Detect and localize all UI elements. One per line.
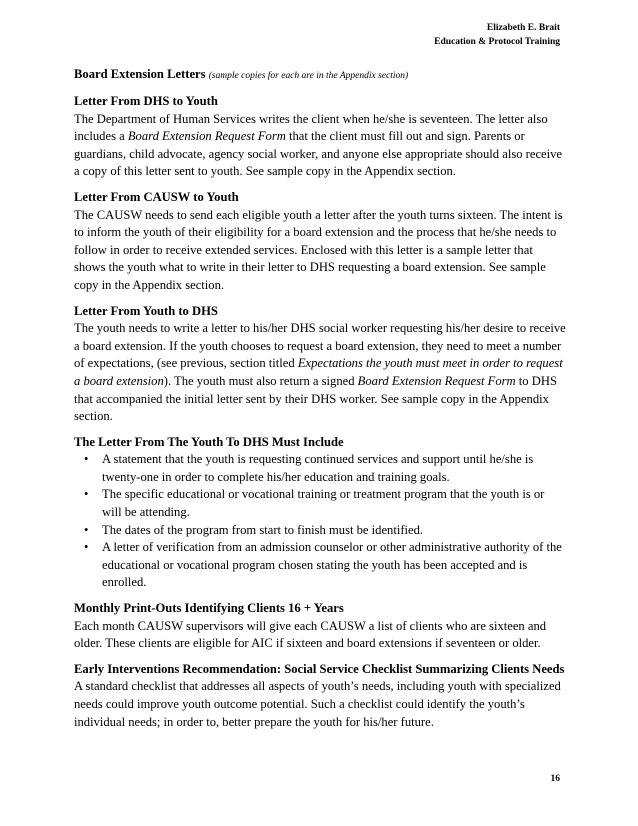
section-heading: Letter From DHS to Youth xyxy=(74,94,218,108)
section-body: Each month CAUSW supervisors will give each CAUSW a list of clients who are sixteen and older. These clients are eligible for AIC if sixteen and board extensions if seventeen or older. xyxy=(74,618,547,651)
section-heading: The Letter From The Youth To DHS Must Include xyxy=(74,434,344,449)
page-header xyxy=(434,21,560,49)
list-item-text: A letter of verification from an admission counselor or other administrative authority of the educational or vocational program chosen stating the youth has been accepted and is enrolled. xyxy=(102,540,562,590)
bullet-icon: • xyxy=(84,540,89,555)
section-dhs-to-youth xyxy=(74,93,566,181)
body-text: to DHS that accompanied the initial letter sent by their DHS worker. See sample copy in the Appendix section. xyxy=(74,373,557,424)
bullet-icon: • xyxy=(84,487,89,502)
section-body xyxy=(74,320,566,426)
body-emphasis: Board Extension Request Form xyxy=(127,129,286,144)
section-early-interventions xyxy=(74,661,566,731)
list-item xyxy=(74,522,566,540)
header-subtitle: Education & Protocol Training xyxy=(434,37,560,47)
body-emphasis: Expectations the youth must meet in order to request a board extension xyxy=(74,356,563,388)
section-heading: Early Interventions Recommendation: Social Service Checklist Summarizing Clients Needs xyxy=(74,661,565,676)
section-monthly-printouts xyxy=(74,600,566,653)
section-heading: Letter From CAUSW to Youth xyxy=(74,189,239,204)
body-text: The Department of Human Services writes the client when he/she is seventeen. The letter also includes a xyxy=(74,111,548,144)
page-number: 16 xyxy=(550,774,560,784)
list-item xyxy=(74,451,566,486)
header-author: Elizabeth E. Brait xyxy=(486,23,560,33)
document-title-note: (sample copies for each are in the Appendix section) xyxy=(208,71,409,81)
section-heading: Monthly Print-Outs Identifying Clients 16 + Years xyxy=(74,601,344,616)
bullet-icon: • xyxy=(84,452,89,467)
body-text: The youth needs to write a letter to his/her DHS social worker requesting his/her desire to receive a board extension. If the youth chooses to request a board extension, they need to meet a number of expectations, (see previous, section titled xyxy=(74,321,566,371)
bullet-list xyxy=(74,451,566,592)
document-title-line xyxy=(74,65,566,85)
section-body: A standard checklist that addresses all aspects of youth’s needs, including youth with specialized needs could improve youth outcome potential. Such a checklist could identify the youth’s individual needs; in order to, better prepare the youth for his/her future. xyxy=(74,679,561,729)
list-item xyxy=(74,539,566,592)
body-text: that the client must fill out and sign. Parents or guardians, child advocate, agency social worker, and anyone else appropriate should also receive a copy of this letter sent to youth. See sample copy in the Appendix section. xyxy=(74,129,563,179)
bullet-icon: • xyxy=(84,522,89,537)
body-text: ). The youth must also return a signed xyxy=(163,373,358,388)
section-letter-must-include xyxy=(74,434,566,592)
list-item-text: The dates of the program from start to finish must be identified. xyxy=(102,522,424,537)
section-body xyxy=(74,111,566,181)
list-item-text: A statement that the youth is requesting continued services and support until he/she is twenty-one in order to complete his/her education and training goals. xyxy=(102,452,534,484)
body-emphasis: Board Extension Request Form xyxy=(357,373,516,388)
document-content xyxy=(74,65,566,739)
section-heading: Letter From Youth to DHS xyxy=(74,303,218,318)
list-item xyxy=(74,486,566,521)
section-youth-to-dhs xyxy=(74,303,566,426)
section-causw-to-youth xyxy=(74,189,566,295)
section-body: The CAUSW needs to send each eligible youth a letter after the youth turns sixteen. The intent is to inform the youth of their eligibility for a board extension and the process that he/she needs to follow in order to receive extended services. Enclosed with this letter is a sample letter that shows the youth what to write in their letter to DHS requesting a board extension. See sample copy in the Appendix section. xyxy=(74,207,563,292)
document-title: Board Extension Letters xyxy=(74,67,206,81)
list-item-text: The specific educational or vocational training or treatment program that the youth is or will be attending. xyxy=(102,487,545,520)
